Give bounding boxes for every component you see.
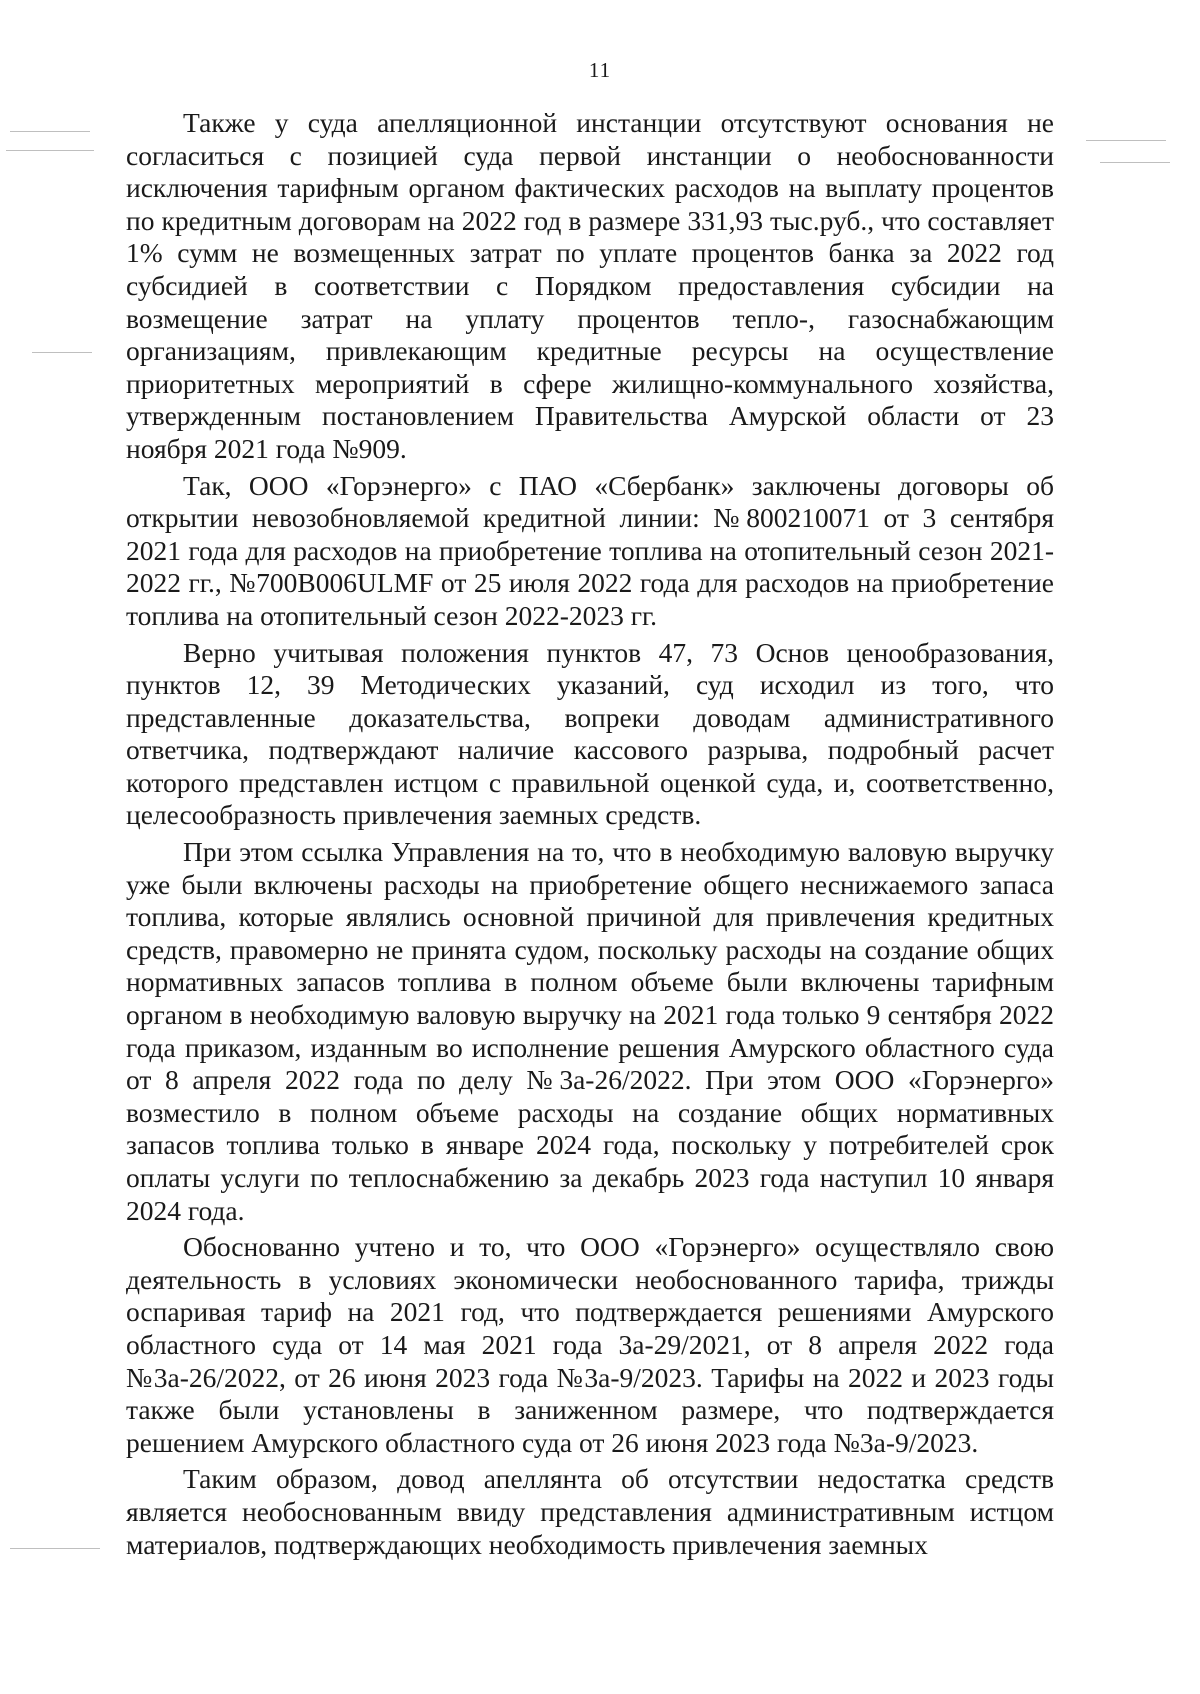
page-number: 11	[588, 58, 612, 82]
scan-artifact-left-3	[32, 352, 92, 353]
scan-artifact-left-1	[10, 131, 90, 132]
scan-artifact-left-2	[6, 150, 94, 151]
paragraph-2: Так, ООО «Горэнерго» с ПАО «Сбербанк» заключены договоры об открытии невозобновляемой кредитной линии: №800210071 от 3 сентября 2021 года для расходов на приобретение топлива на отопительный сезон 2021-2022 гг., №700B006ULMF от 25 июля 2022 года для расходов на приобретение топлива на отопительный сезон 2022-2023 гг.	[126, 469, 1054, 631]
paragraph-5: Обоснованно учтено и то, что ООО «Горэнерго» осуществляло свою деятельность в условиях экономически необоснованного тарифа, трижды оспаривая тариф на 2021 год, что подтверждается решениями Амурского областного суда от 14 мая 2021 года 3а-29/2021, от 8 апреля 2022 года №3а-26/2022, от 26 июня 2023 года №3а-9/2023. Тарифы на 2022 и 2023 годы также были установлены в заниженном размере, что подтверждается решением Амурского областного суда от 26 июня 2023 года №3а-9/2023.	[126, 1231, 1054, 1458]
paragraph-6: Таким образом, довод апеллянта об отсутствии недостатка средств является необоснованным ввиду представления административным истцом материалов, подтверждающих необходимость привлечения заемных	[126, 1463, 1054, 1560]
paragraph-4: При этом ссылка Управления на то, что в необходимую валовую выручку уже были включены расходы на приобретение общего неснижаемого запаса топлива, которые являлись основной причиной для привлечения кредитных средств, правомерно не принята судом, поскольку расходы на создание общих нормативных запасов топлива в полном объеме были включены тарифным органом в необходимую валовую выручку на 2021 года только 9 сентября 2022 года приказом, изданным во исполнение решения Амурского областного суда от 8 апреля 2022 года по делу №3а-26/2022. При этом ООО «Горэнерго» возместило в полном объеме расходы на создание общих нормативных запасов топлива только в январе 2024 года, поскольку у потребителей срок оплаты услуги по теплоснабжению за декабрь 2023 года наступил 10 января 2024 года.	[126, 836, 1054, 1226]
paragraph-3: Верно учитывая положения пунктов 47, 73 Основ ценообразования, пунктов 12, 39 Методических указаний, суд исходил из того, что представленные доказательства, вопреки доводам административного ответчика, подтверждают наличие кассового разрыва, подробный расчет которого представлен истцом с правильной оценкой суда, и, соответственно, целесообразность привлечения заемных средств.	[126, 636, 1054, 831]
paragraph-1: Также у суда апелляционной инстанции отсутствуют основания не согласиться с позицией суда первой инстанции о необоснованности исключения тарифным органом фактических расходов на выплату процентов по кредитным договорам на 2022 год в размере 331,93 тыс.руб., что составляет 1% сумм не возмещенных затрат по уплате процентов банка за 2022 год субсидией в соответствии с Порядком предоставления субсидии на возмещение затрат на уплату процентов тепло-, газоснабжающим организациям, привлекающим кредитные ресурсы на осуществление приоритетных мероприятий в сфере жилищно-коммунального хозяйства, утвержденным постановлением Правительства Амурской области от 23 ноября 2021 года №909.	[126, 107, 1054, 464]
scan-artifact-right-2	[1100, 162, 1170, 163]
body-text	[126, 107, 1054, 1561]
scan-artifact-right-1	[1086, 140, 1166, 141]
scan-artifact-left-4	[10, 1548, 100, 1549]
